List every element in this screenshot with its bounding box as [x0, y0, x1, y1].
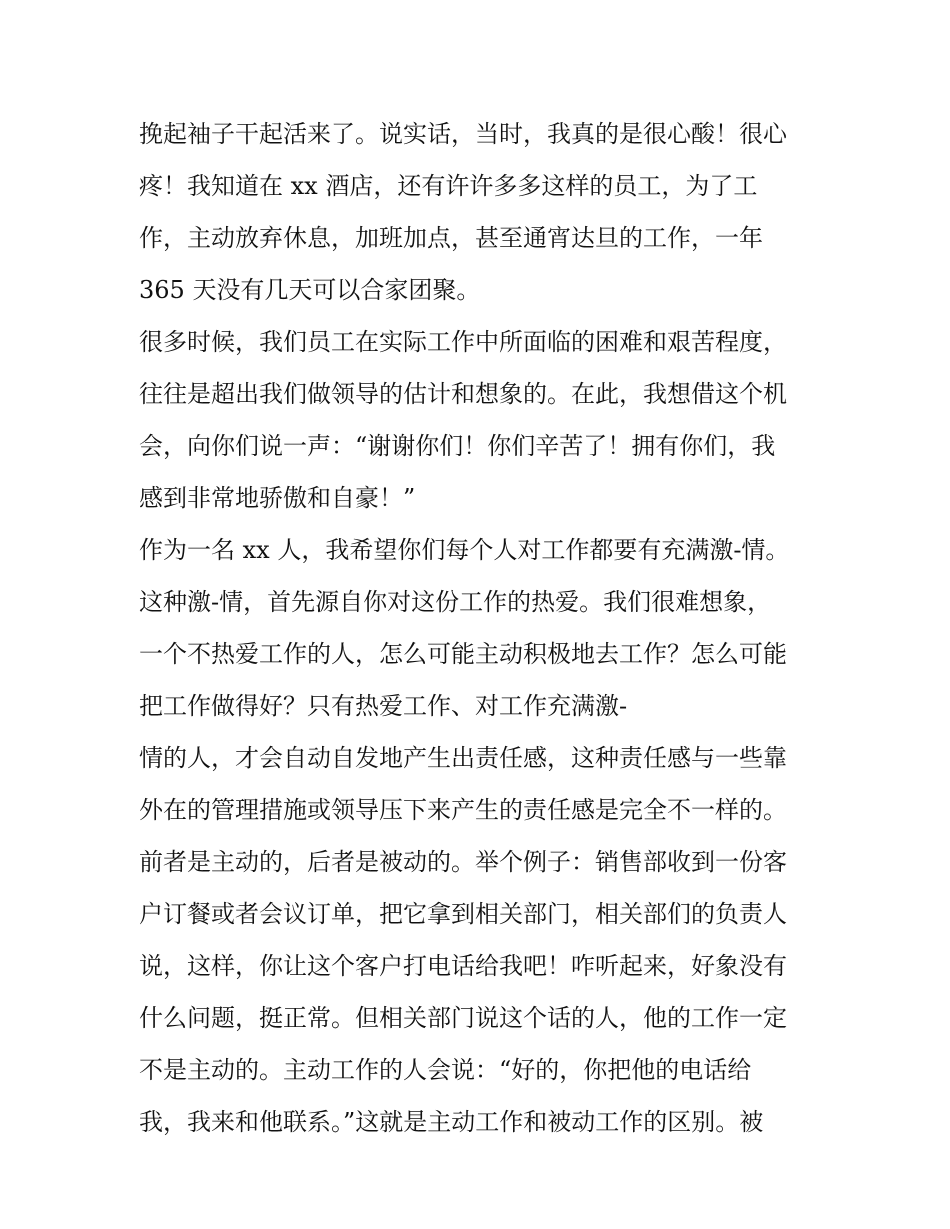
text-line: 365 天没有几天可以合家团聚。 [139, 276, 481, 304]
text-line: 情的人，才会自动自发地产生出责任感，这种责任感与一些靠 [139, 744, 787, 772]
text-line: 会，向你们说一声：“谢谢你们！你们辛苦了！拥有你们，我 [139, 432, 776, 460]
text-line: 把工作做得好？只有热爱工作、对工作充满激- [139, 692, 628, 720]
text-line: 外在的管理措施或领导压下来产生的责任感是完全不一样的。 [139, 796, 787, 824]
text-line: 往往是超出我们做领导的估计和想象的。在此，我想借这个机 [139, 380, 787, 408]
text-line: 户订餐或者会议订单，把它拿到相关部门，相关部们的负责人 [139, 900, 787, 928]
text-line: 说，这样，你让这个客户打电话给我吧！咋听起来，好象没有 [139, 952, 787, 980]
text-line: 作，主动放弃休息，加班加点，甚至通宵达旦的工作，一年 [139, 224, 763, 252]
text-line: 什么问题，挺正常。但相关部门说这个话的人，他的工作一定 [139, 1004, 787, 1032]
text-line: 这种激-情，首先源自你对这份工作的热爱。我们很难想象， [139, 588, 772, 616]
text-line: 疼！我知道在 xx 酒店，还有许许多多这样的员工，为了工 [139, 172, 758, 200]
text-line: 一个不热爱工作的人，怎么可能主动积极地去工作？怎么可能 [139, 640, 787, 668]
text-line: 感到非常地骄傲和自豪！” [139, 484, 416, 512]
text-line: 前者是主动的，后者是被动的。举个例子：销售部收到一份客 [139, 848, 787, 876]
body-text [139, 108, 839, 1148]
text-line: 不是主动的。主动工作的人会说：“好的，你把他的电话给 [139, 1056, 752, 1084]
text-line: 我，我来和他联系。”这就是主动工作和被动工作的区别。被 [139, 1108, 764, 1136]
text-line: 很多时候，我们员工在实际工作中所面临的困难和艰苦程度， [139, 328, 787, 356]
text-line: 挽起袖子干起活来了。说实话，当时，我真的是很心酸！很心 [139, 120, 787, 148]
text-line: 作为一名 xx 人，我希望你们每个人对工作都要有充满激-情。 [139, 536, 790, 564]
